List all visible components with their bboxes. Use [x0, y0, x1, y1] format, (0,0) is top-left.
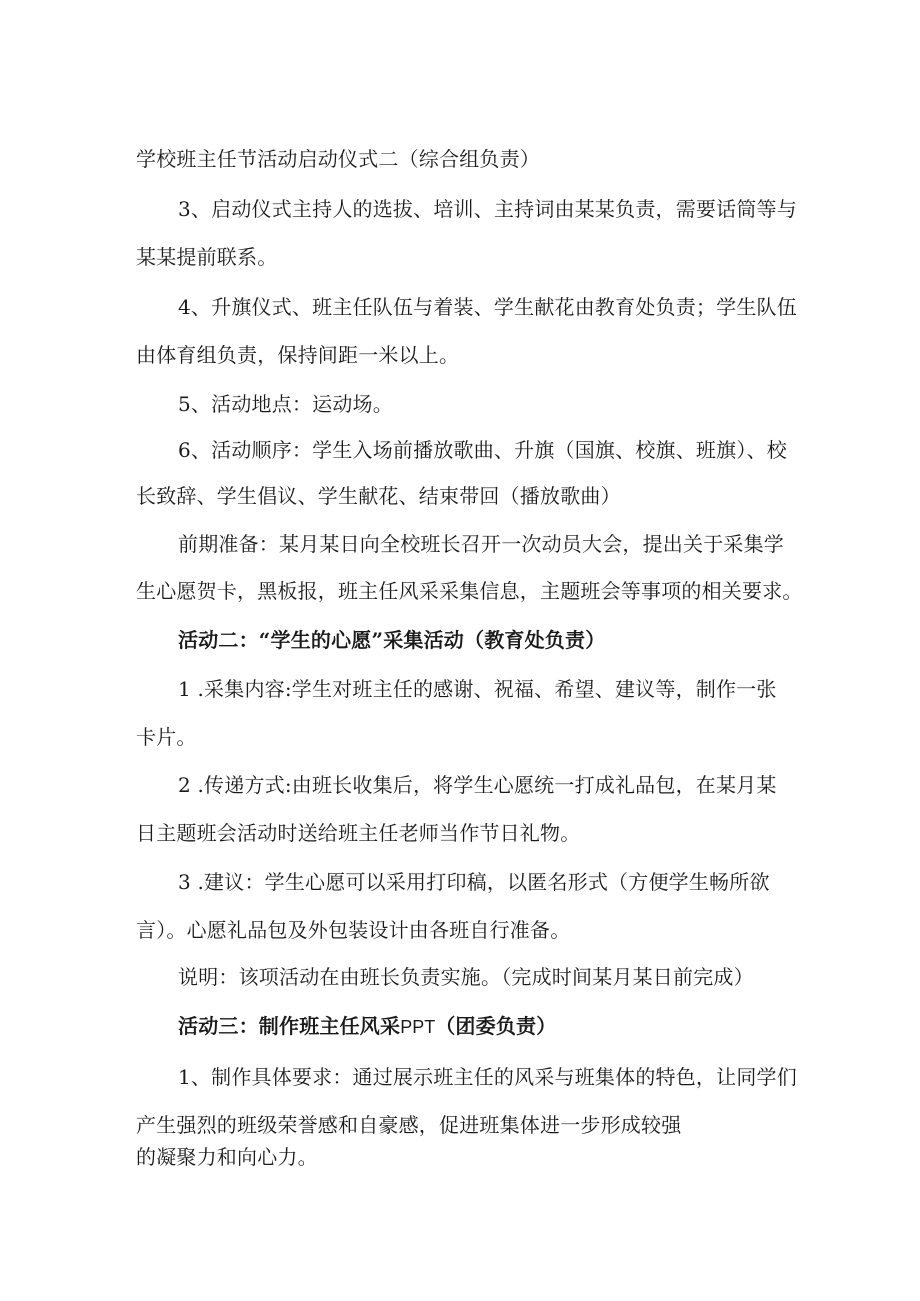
heading-line: 学校班主任节活动启动仪式二（综合组负责）: [136, 147, 540, 171]
section-heading: 活动二：“学生的心愿”采集活动（教育处负责）: [178, 628, 606, 652]
paragraph-line: 3 .建议：学生心愿可以采用打印稿，以匿名形式（方便学生畅所欲: [178, 870, 770, 894]
paragraph-line: 1 .采集内容:学生对班主任的感谢、祝福、希望、建议等，制作一张: [178, 677, 777, 701]
paragraph-line: 说明：该项活动在由班长负责实施。（完成时间某月某日前完成）: [178, 965, 754, 989]
section-heading-part: （团委负责）: [435, 1014, 557, 1038]
paragraph-line: 言）。心愿礼品包及外包装设计由各班自行准备。: [136, 918, 571, 942]
paragraph-line: 由体育组负责，保持间距一米以上。: [136, 343, 460, 367]
paragraph-line: 2 .传递方式:由班长收集后，将学生心愿统一打成礼品包，在某月某: [178, 773, 777, 797]
paragraph-line: 5、活动地点：运动场。: [178, 392, 393, 416]
section-heading-part: PPT: [400, 1017, 436, 1037]
section-heading-part: 活动三：制作班主任风采: [178, 1014, 401, 1038]
paragraph-line: 长致辞、学生倡议、学生献花、结束带回（播放歌曲）: [136, 484, 621, 508]
section-heading: [178, 1013, 556, 1040]
paragraph-line: 6、活动顺序：学生入场前播放歌曲、升旗（国旗、校旗、班旗）、校: [178, 438, 787, 462]
paragraph-line: 3、启动仪式主持人的选拔、培训、主持词由某某负责，需要话筒等与: [178, 197, 797, 221]
paragraph-line: 前期准备：某月某日向全校班长召开一次动员大会，提出关于采集学: [178, 532, 784, 556]
paragraph-line: 卡片。: [136, 725, 197, 749]
paragraph-line: 4、升旗仪式、班主任队伍与着装、学生献花由教育处负责；学生队伍: [178, 295, 797, 319]
paragraph-line: 产生强烈的班级荣誉感和自豪感，促进班集体进一步形成较强: [136, 1113, 682, 1137]
paragraph-line: 某某提前联系。: [136, 245, 278, 269]
paragraph-line: 日主题班会活动时送给班主任老师当作节日礼物。: [136, 821, 581, 845]
paragraph-line: 的凝聚力和向心力。: [136, 1145, 318, 1169]
paragraph-line: 生心愿贺卡，黑板报，班主任风采采集信息，主题班会等事项的相关要求。: [136, 579, 803, 603]
paragraph-line: 1、制作具体要求：通过展示班主任的风采与班集体的特色，让同学们: [178, 1065, 797, 1089]
